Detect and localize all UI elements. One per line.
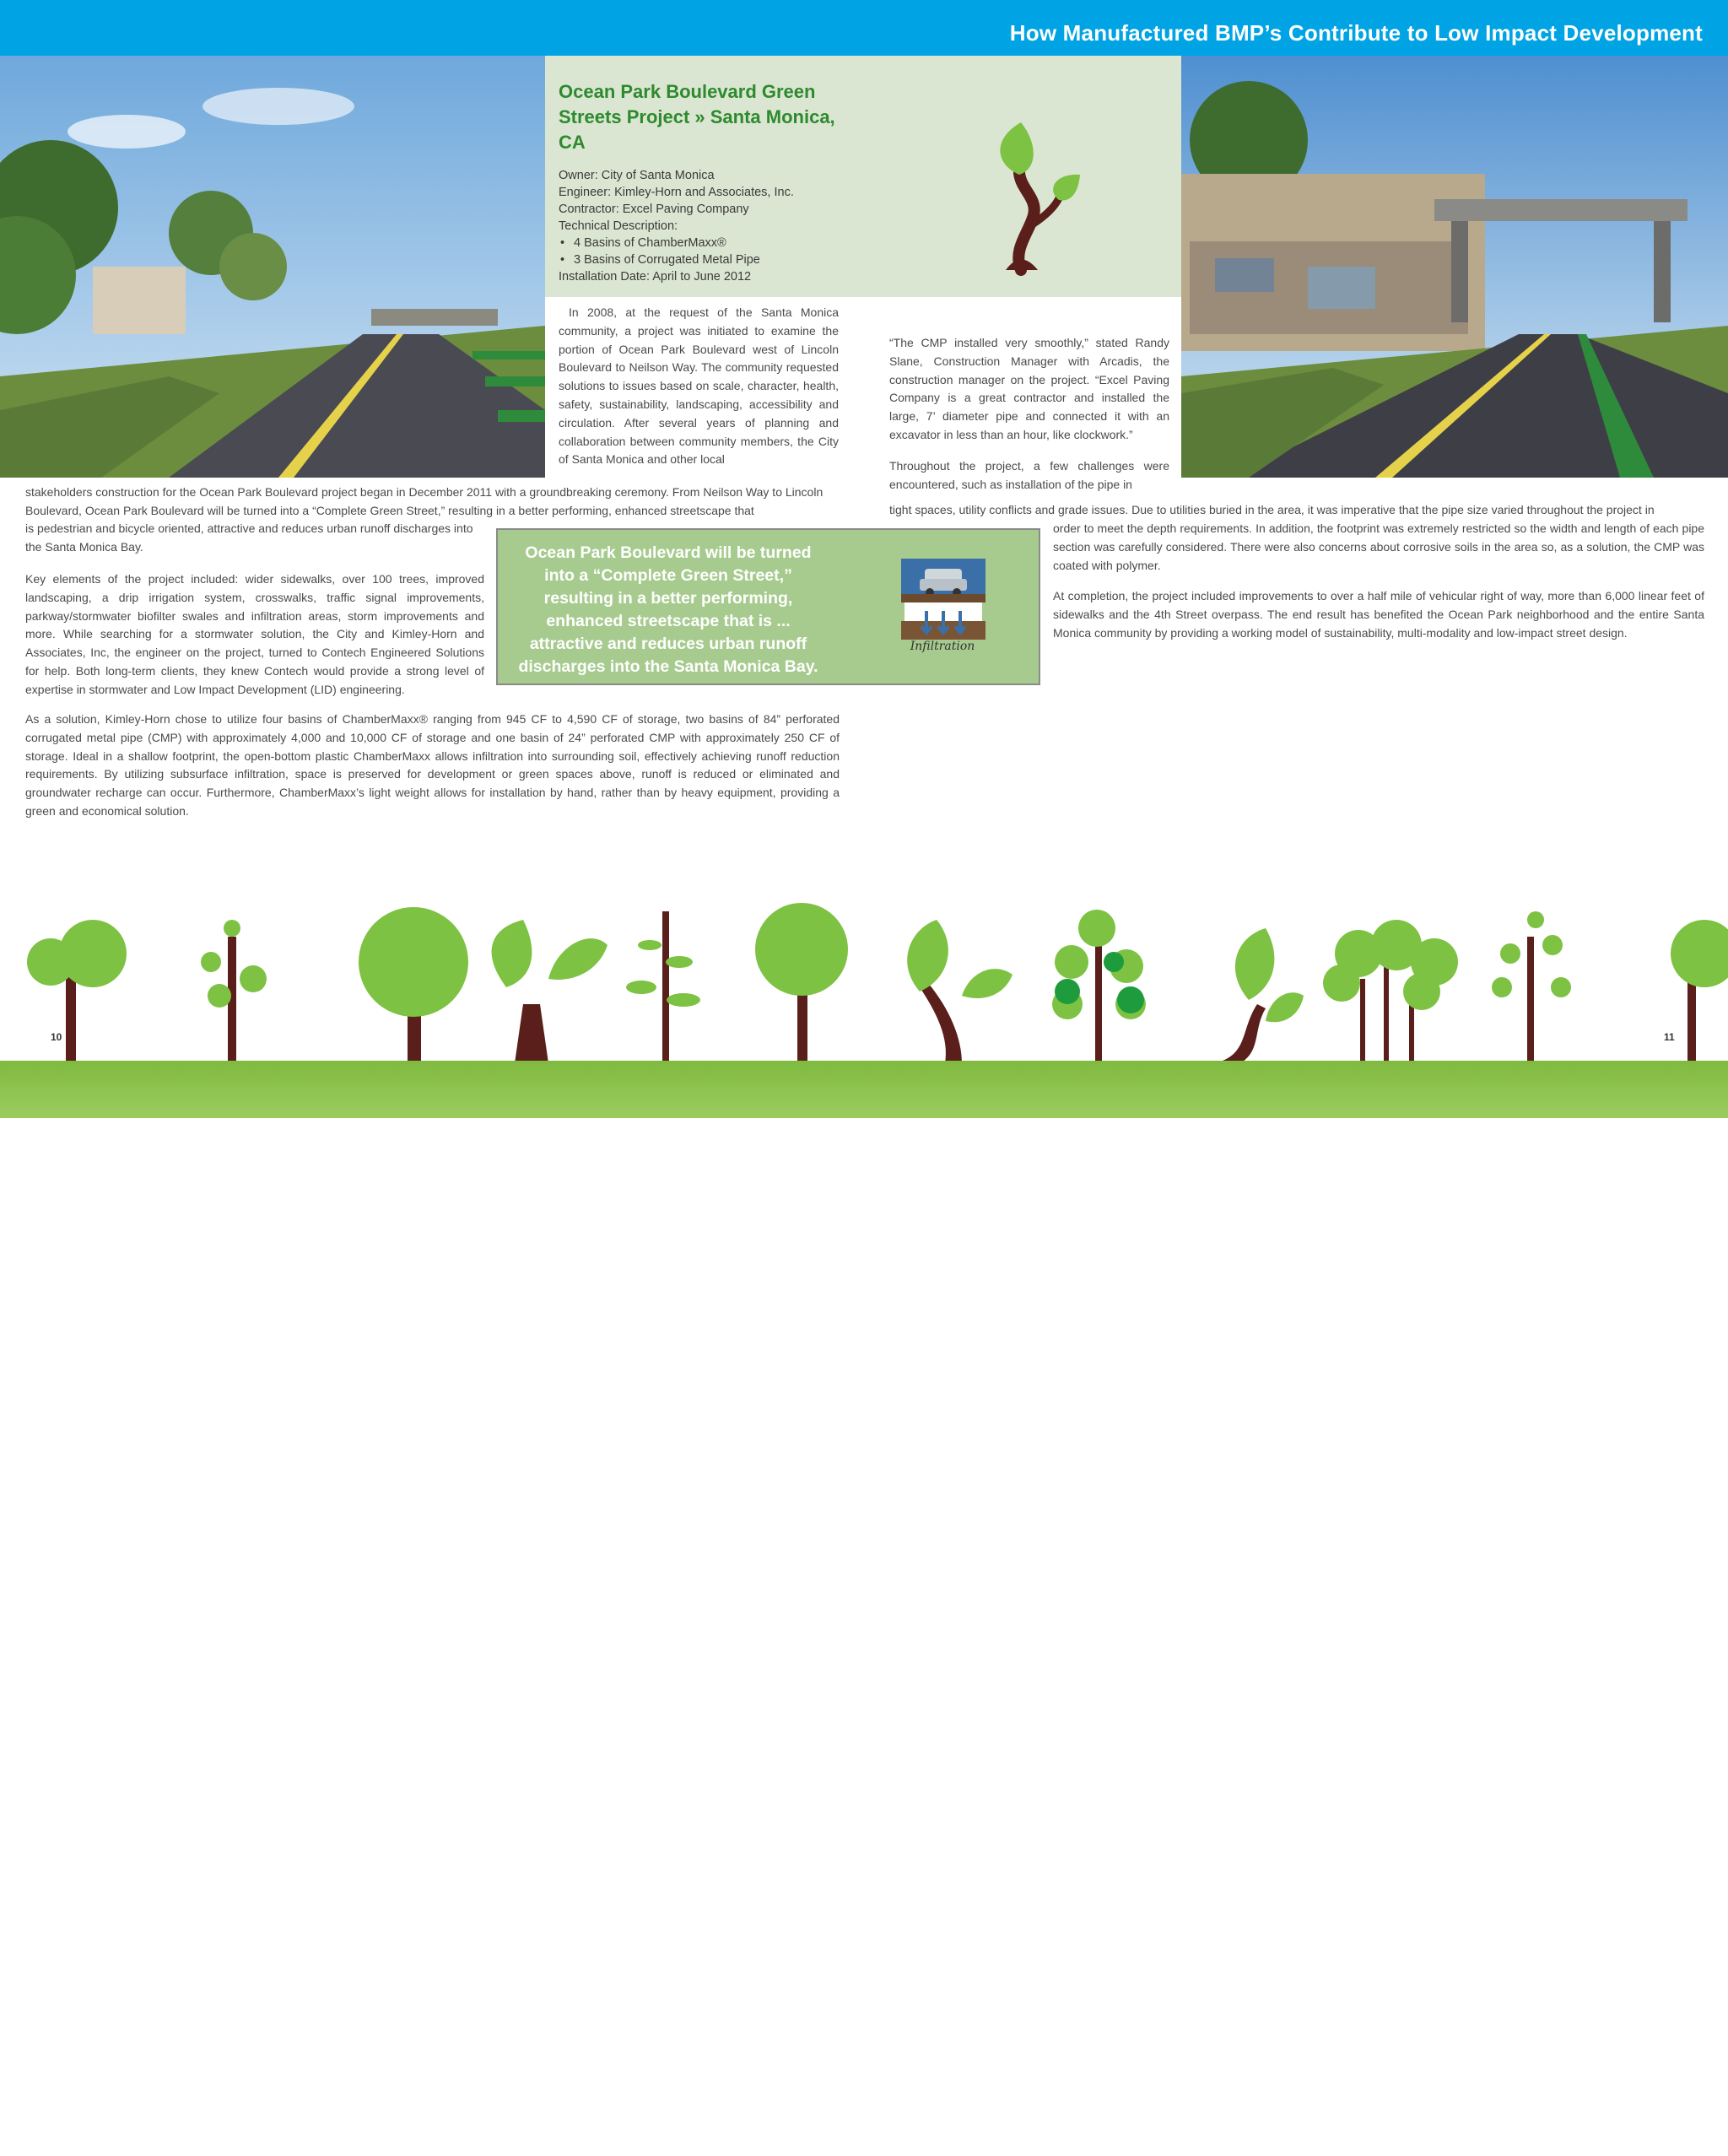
sprout-icon [987, 122, 1080, 274]
body-paragraph-challenges-cont: tight spaces, utility conflicts and grade issues. Due to utilities buried in the area, it was imperative that the pipe size varied throughout the project in [889, 503, 1655, 516]
header-title: How Manufactured BMP’s Contribute to Low Impact Development [1009, 20, 1703, 46]
body-paragraph-intro-end: is pedestrian and bicycle oriented, attractive and reduces urban runoff discharges into the Santa Monica Bay. [25, 521, 473, 554]
callout-box [496, 528, 1040, 685]
tech-item: • 4 Basins of ChamberMaxx® [559, 235, 862, 251]
project-info-panel [545, 56, 1181, 297]
technical-description-label: Technical Description: [559, 219, 678, 233]
body-paragraph-intro-cont: stakeholders construction for the Ocean Park Boulevard project began in December 2011 with a groundbreaking ceremony. From Neilson Way to Lincoln Boulevard, Ocean Park Boulevard will be turned into a “Complete Green Street,” resulting in a better performing, enhanced streetscape that [25, 485, 824, 517]
project-details [559, 167, 862, 285]
callout-quote: Ocean Park Boulevard will be turned into a “Complete Green Street,” resulting in a better performing, enhanced streetscape that is ... attractive and reduces urban runoff discharges into the Santa Monica Bay. [518, 543, 818, 676]
installation-date: Installation Date: April to June 2012 [559, 270, 752, 284]
body-paragraph-challenges: Throughout the project, a few challenges were encountered, such as installation of the pipe in [889, 459, 1169, 491]
project-engineer: Engineer: Kimley-Horn and Associates, Inc. [559, 186, 794, 199]
body-paragraph-completion: At completion, the project included improvements to over a half mile of vehicular right of way, more than 6,000 linear feet of sidewalks and the 4th Street overpass. The end result has benefited the Ocean Park neighborhood and the entire Santa Monica community by providing a working model of sustainability, multi-modality and low-impact street design. [1053, 589, 1704, 640]
body-paragraph-intro: In 2008, at the request of the Santa Monica community, a project was initiated to examine the portion of Ocean Park Boulevard west of Lincoln Boulevard to Neilson Way. The community requested solutions to issues based on scale, character, health, safety, sustainability, landscaping, accessibility and circulation. After several years of planning and collaboration between community members, the City of Santa Monica and other local [559, 305, 839, 467]
street-photo-right [1181, 56, 1728, 478]
body-paragraph-solution: As a solution, Kimley-Horn chose to utilize four basins of ChamberMaxx® ranging from 945 CF to 4,590 CF of storage, two basins of 84” perforated corrugated metal pipe (CMP) with approximately 4,000 and 10,000 CF of storage and one basin of 24” perforated CMP with approximately 250 CF of storage. Ideal in a shallow footprint, the open-bottom plastic ChamberMaxx allows infiltration into surrounding soil, effectively achieving runoff reduction requirements. By utilizing subsurface infiltration, space is preserved for development or green spaces above, runoff is reduced or eliminated and groundwater recharge can occur. Furthermore, ChamberMaxx’s light weight allows for installation by hand, rather than by heavy equipment, providing a green and economical solution. [25, 712, 840, 818]
body-paragraph-quote: “The CMP installed very smoothly,” stated Randy Slane, Construction Manager with Arcadis, the construction manager on the project. “Excel Paving Company is a great contractor and installed the large, 7’ diameter pipe and connected it with an excavator in less than an hour, like clockwork.” [889, 336, 1169, 441]
trees-illustration [0, 903, 1728, 1063]
page-number-left: 10 [51, 1031, 62, 1043]
project-owner: Owner: City of Santa Monica [559, 169, 715, 182]
footer-text: 2014 | www.ContechES.com/Stormwater-Blog [1315, 2134, 1694, 2155]
footer-ground [0, 1061, 1728, 2155]
infiltration-label: Infiltration [910, 640, 975, 653]
body-paragraph-challenges-end: order to meet the depth requirements. In addition, the footprint was extremely restricted so the width and length of each pipe section was carefully considered. There were also concerns about corrosive soils in the area so, as a solution, the CMP was coated with polymer. [1053, 521, 1704, 572]
body-paragraph-key-elements: Key elements of the project included: wider sidewalks, over 100 trees, improved landscaping, a drip irrigation system, crosswalks, traffic signal improvements, parkway/stormwater biofilter swales and infiltration areas, storm improvements and more. While searching for a stormwater solution, the City and Kimley-Horn and Associates, Inc, the engineer on the project, turned to Contech Engineered Solutions for help. Both long-term clients, they knew Contech would provide a strong level of expertise in stormwater and Low Impact Development (LID) engineering. [25, 572, 484, 696]
project-contractor: Contractor: Excel Paving Company [559, 203, 749, 216]
tech-item: • 3 Basins of Corrugated Metal Pipe [559, 251, 862, 268]
page-number-right: 11 [1664, 1031, 1675, 1043]
street-photo-left [0, 56, 545, 478]
project-title: Ocean Park Boulevard Green Streets Project » Santa Monica, CA [559, 81, 835, 153]
infiltration-icon [901, 559, 986, 640]
header-bar [0, 0, 1728, 56]
